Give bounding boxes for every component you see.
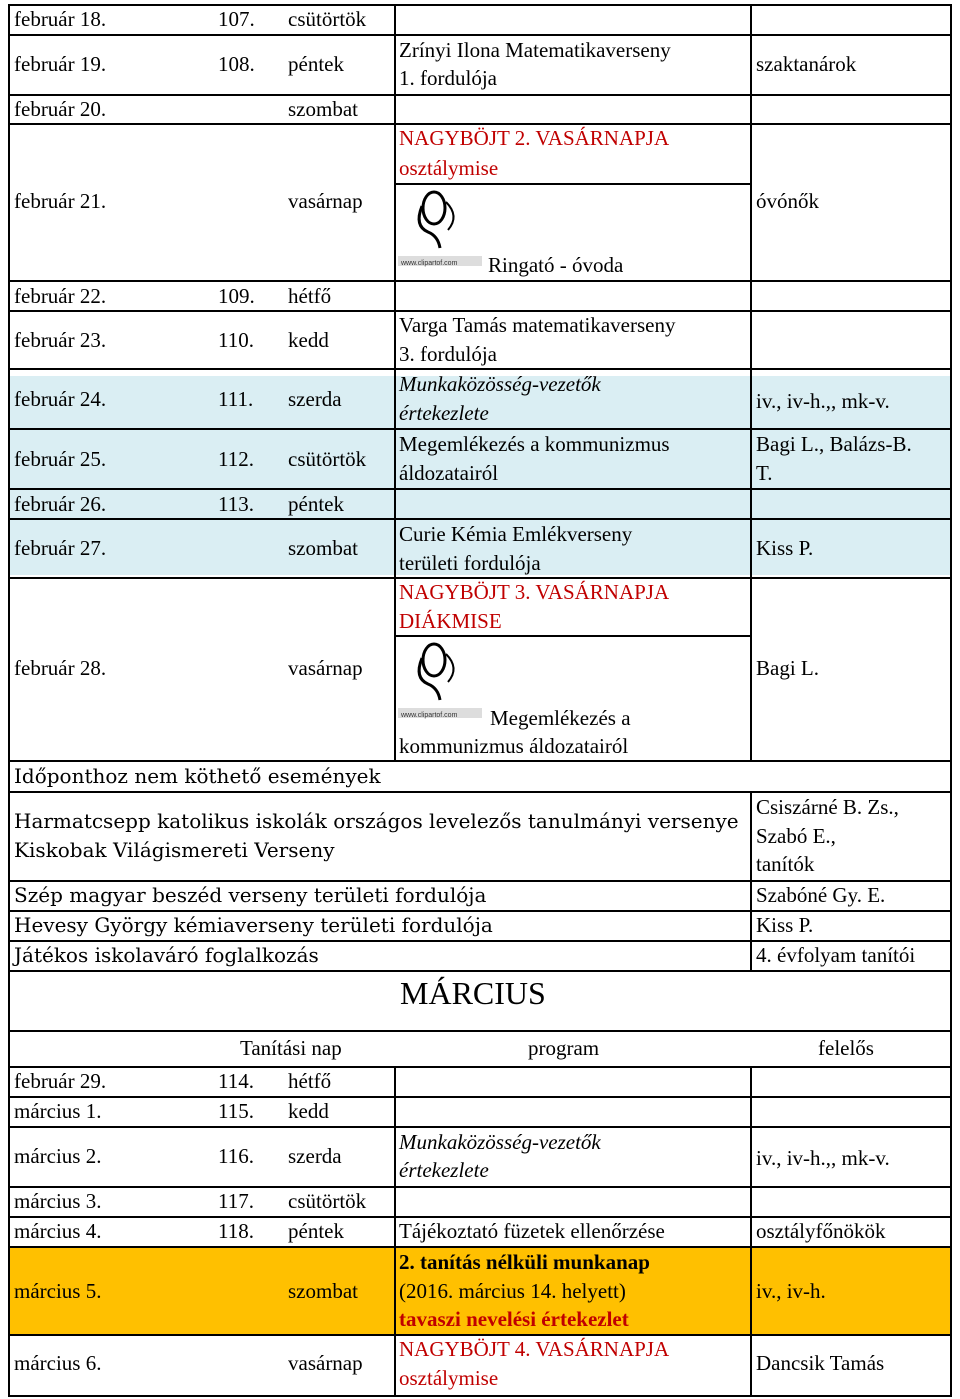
row-responsible: iv., iv-h. — [756, 1279, 826, 1303]
rule — [8, 910, 952, 912]
month-title: MÁRCIUS — [400, 975, 546, 1011]
row-num: 117. — [218, 1189, 254, 1213]
rule — [750, 791, 752, 972]
row-program: NAGYBÖJT 2. VASÁRNAPJA — [399, 126, 670, 150]
row-date: február 23. — [14, 328, 107, 352]
unscheduled-item: Hevesy György kémiaverseny területi fordulója — [14, 913, 493, 937]
row-day: szombat — [288, 1279, 358, 1303]
rule — [8, 280, 952, 282]
row-day: szombat — [288, 536, 358, 560]
row-program: Munkaközösség-vezetők — [399, 372, 601, 396]
row-num: 118. — [218, 1219, 254, 1243]
row-day: csütörtök — [288, 447, 367, 471]
row-day: csütörtök — [288, 7, 367, 31]
row-date: február 29. — [14, 1069, 107, 1093]
row-responsible: osztályfőnökök — [756, 1219, 886, 1243]
row-program: értekezlete — [399, 401, 489, 425]
row-num: 116. — [218, 1144, 254, 1168]
row-program: (2016. március 14. helyett) — [399, 1279, 626, 1303]
rule — [8, 1096, 952, 1098]
row-num: 107. — [218, 7, 255, 31]
rule — [8, 940, 952, 942]
rule — [750, 4, 752, 760]
row-program: Tájékoztató füzetek ellenőrzése — [399, 1219, 665, 1243]
unscheduled-responsible: tanítók — [756, 852, 815, 876]
row-num: 111. — [218, 387, 254, 411]
row-program: területi fordulója — [399, 551, 541, 575]
row-date: március 1. — [14, 1099, 102, 1123]
row-program: Munkaközösség-vezetők — [399, 1130, 601, 1154]
row-day: kedd — [288, 1099, 329, 1123]
logo-caption: www.clipartof.com — [401, 712, 458, 719]
rule — [8, 488, 952, 490]
row-program: osztálymise — [399, 1366, 499, 1390]
header-school-day: Tanítási nap — [240, 1036, 342, 1060]
rule — [8, 4, 952, 6]
row-responsible: iv., iv-h.,, mk-v. — [756, 389, 890, 413]
unscheduled-responsible: Szabóné Gy. E. — [756, 883, 886, 907]
row-program: Ringató - óvoda — [488, 253, 624, 277]
row-responsible: T. — [756, 461, 773, 485]
row-program: értekezlete — [399, 1158, 489, 1182]
row-day: péntek — [288, 1219, 344, 1243]
row-program: áldozatairól — [399, 461, 499, 485]
row-program: Megemlékezés a kommunizmus — [399, 432, 670, 456]
row-day: kedd — [288, 328, 329, 352]
row-program: NAGYBÖJT 3. VASÁRNAPJA — [399, 580, 670, 604]
row-num: 108. — [218, 52, 255, 76]
row-day: szerda — [288, 1144, 342, 1168]
row-day: hétfő — [288, 284, 332, 308]
row-num: 114. — [218, 1069, 254, 1093]
unscheduled-responsible: Kiss P. — [756, 913, 814, 937]
rule — [394, 1066, 396, 1396]
row-day: péntek — [288, 492, 344, 516]
unscheduled-item: Kiskobak Világismereti Verseny — [14, 838, 335, 862]
row-program: tavaszi nevelési értekezlet — [399, 1307, 629, 1331]
unscheduled-responsible: Szabó E., — [756, 824, 836, 848]
row-program: DIÁKMISE — [399, 609, 502, 633]
unscheduled-item: Játékos iskolaváró foglalkozás — [14, 943, 319, 967]
singer-microphone-icon — [398, 638, 482, 726]
row-responsible: iv., iv-h.,, mk-v. — [756, 1146, 890, 1170]
unscheduled-item: Szép magyar beszéd verseny területi fordulója — [14, 883, 487, 907]
rule — [8, 94, 952, 96]
row-date: február 20. — [14, 97, 107, 121]
unscheduled-heading: Időponthoz nem köthető események — [14, 764, 381, 788]
row-date: február 25. — [14, 447, 107, 471]
row-responsible: óvónők — [756, 189, 819, 213]
rule — [8, 1066, 952, 1068]
row-day: vasárnap — [288, 1351, 363, 1375]
row-day: vasárnap — [288, 189, 363, 213]
unscheduled-responsible: 4. évfolyam tanítói — [756, 943, 916, 967]
rule — [8, 4, 10, 1030]
row-day: szombat — [288, 97, 358, 121]
row-num: 112. — [218, 447, 254, 471]
rule — [8, 791, 952, 793]
row-responsible: Bagi L., Balázs-B. — [756, 432, 912, 456]
row-date: március 4. — [14, 1219, 102, 1243]
row-program: 3. fordulója — [399, 342, 497, 366]
rule — [950, 1030, 952, 1397]
row-program: Varga Tamás matematikaverseny — [399, 313, 676, 337]
row-date: február 21. — [14, 189, 107, 213]
row-responsible: Dancsik Tamás — [756, 1351, 885, 1375]
rule — [950, 4, 952, 1030]
rule — [750, 1066, 752, 1396]
logo-caption: www.clipartof.com — [401, 260, 458, 267]
row-date: február 27. — [14, 536, 107, 560]
row-date: február 24. — [14, 387, 107, 411]
row-date: március 5. — [14, 1279, 102, 1303]
row-date: március 2. — [14, 1144, 102, 1168]
rule — [8, 1030, 10, 1397]
header-responsible: felelős — [818, 1036, 874, 1060]
rule — [8, 1030, 952, 1032]
row-program: Megemlékezés a — [490, 706, 631, 730]
row-program: osztálymise — [399, 156, 499, 180]
row-day: szerda — [288, 387, 342, 411]
row-program: 2. tanítás nélküli munkanap — [399, 1250, 650, 1274]
rule — [8, 880, 952, 882]
highlight-feb24-27 — [10, 376, 750, 575]
row-num: 115. — [218, 1099, 254, 1123]
row-num: 110. — [218, 328, 254, 352]
row-num: 113. — [218, 492, 254, 516]
row-responsible: Bagi L. — [756, 656, 819, 680]
row-program: 1. fordulója — [399, 66, 497, 90]
row-date: február 28. — [14, 656, 107, 680]
unscheduled-item: Harmatcsepp katolikus iskolák országos levelezős tanulmányi versenye — [14, 809, 739, 833]
row-program: NAGYBÖJT 4. VASÁRNAPJA — [399, 1337, 670, 1361]
row-day: hétfő — [288, 1069, 332, 1093]
row-date: március 3. — [14, 1189, 102, 1213]
row-program: kommunizmus áldozatairól — [399, 734, 629, 758]
row-day: péntek — [288, 52, 344, 76]
row-day: vasárnap — [288, 656, 363, 680]
row-date: február 18. — [14, 7, 107, 31]
row-num: 109. — [218, 284, 255, 308]
rule — [8, 1395, 952, 1397]
row-date: február 19. — [14, 52, 107, 76]
row-date: február 22. — [14, 284, 107, 308]
rule — [394, 183, 750, 185]
row-program: Curie Kémia Emlékverseny — [399, 522, 633, 546]
header-program: program — [528, 1036, 600, 1060]
row-date: március 6. — [14, 1351, 102, 1375]
row-responsible: Kiss P. — [756, 536, 814, 560]
rule — [8, 1186, 952, 1188]
row-responsible: szaktanárok — [756, 52, 857, 76]
row-day: csütörtök — [288, 1189, 367, 1213]
unscheduled-responsible: Csiszárné B. Zs., — [756, 795, 899, 819]
row-date: február 26. — [14, 492, 107, 516]
singer-microphone-icon — [398, 186, 482, 274]
rule — [394, 4, 396, 760]
row-program: Zrínyi Ilona Matematikaverseny — [399, 38, 671, 62]
